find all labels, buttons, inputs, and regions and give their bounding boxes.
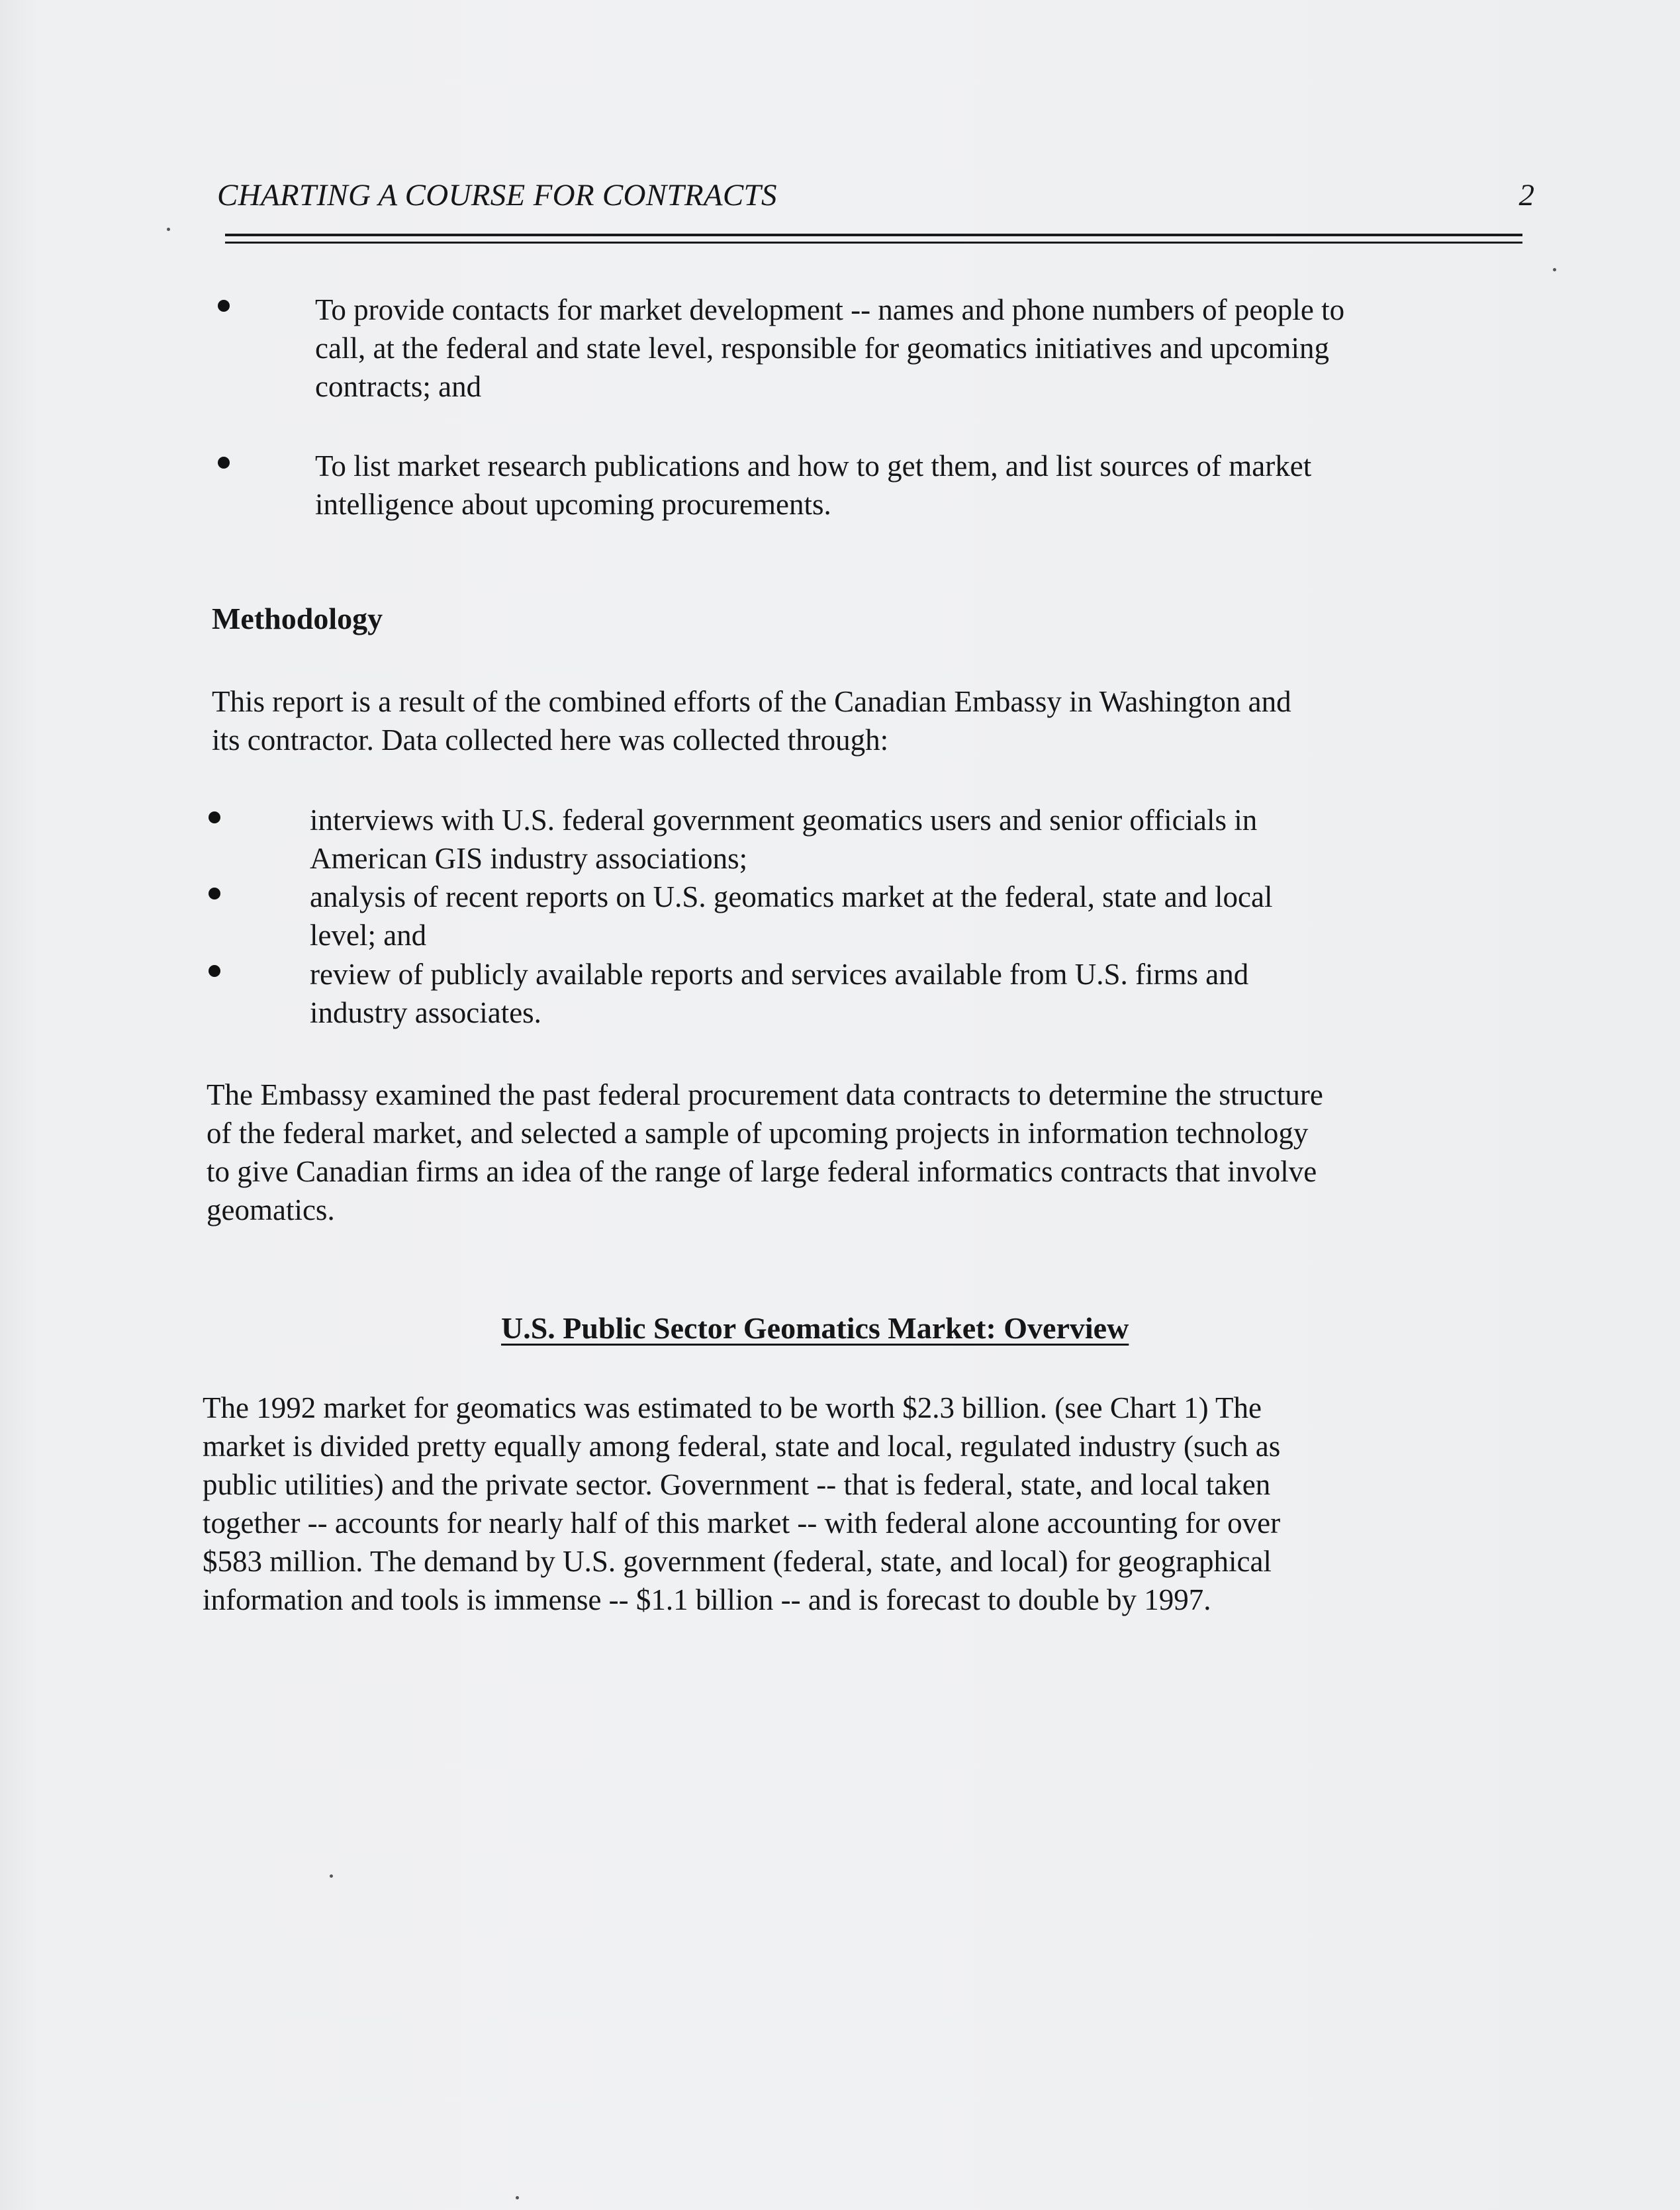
methodology-closing-line-4: geomatics. [207,1193,335,1226]
objective-item-1-line-3: contracts; and [315,370,482,403]
objective-item-2-line-1: To list market research publications and how to get them, and list sources of market [315,449,1312,483]
methodology-intro-line-2: its contractor. Data collected here was collected through: [212,723,889,757]
overview-line-2: market is divided pretty equally among federal, state and local, regulated industry (such as [203,1430,1281,1463]
bullet-icon [218,457,230,469]
methodology-intro-line-1: This report is a result of the combined efforts of the Canadian Embassy in Washington and [212,685,1291,718]
scan-speck [1553,268,1556,271]
overview-line-3: public utilities) and the private sector. Government -- that is federal, state, and local taken [203,1468,1271,1501]
running-head: CHARTING A COURSE FOR CONTRACTS [217,178,777,212]
objective-item-1 [315,291,1540,406]
methodology-bullet-3 [310,955,1534,1032]
methodology-intro [212,682,1536,759]
bullet-icon [209,888,220,899]
overview-heading: U.S. Public Sector Geomatics Market: Overview [501,1311,1129,1345]
scan-speck [167,228,170,231]
methodology-bullet-2-line-2: level; and [310,919,427,952]
objective-item-2-line-2: intelligence about upcoming procurements. [315,488,831,521]
page-header [217,177,1534,217]
bullet-icon [209,811,220,823]
methodology-bullet-3-line-1: review of publicly available reports and services available from U.S. firms and [310,958,1249,991]
methodology-closing-line-2: of the federal market, and selected a sample of upcoming projects in information technology [207,1117,1309,1150]
methodology-closing-line-1: The Embassy examined the past federal procurement data contracts to determine the structure [207,1078,1323,1111]
header-rule-top [225,234,1522,236]
page-number: 2 [1518,178,1534,212]
methodology-heading: Methodology [212,602,383,635]
objective-item-2 [315,447,1540,524]
methodology-bullet-2 [310,878,1534,954]
overview-paragraph [203,1389,1540,1619]
overview-line-5: $583 million. The demand by U.S. government (federal, state, and local) for geographical [203,1545,1272,1578]
objective-item-1-line-2: call, at the federal and state level, responsible for geomatics initiatives and upcoming [315,332,1329,365]
overview-line-1: The 1992 market for geomatics was estimated to be worth $2.3 billion. (see Chart 1) The [203,1391,1262,1424]
bullet-icon [218,300,230,312]
methodology-bullet-1-line-1: interviews with U.S. federal government geomatics users and senior officials in [310,804,1258,837]
methodology-closing-line-3: to give Canadian firms an idea of the range of large federal informatics contracts that involve [207,1155,1317,1188]
methodology-bullet-3-line-2: industry associates. [310,996,541,1029]
methodology-bullet-1 [310,801,1534,878]
scan-speck [330,1874,333,1878]
methodology-bullet-2-line-1: analysis of recent reports on U.S. geomatics market at the federal, state and local [310,880,1273,913]
methodology-closing [207,1076,1544,1229]
overview-line-6: information and tools is immense -- $1.1 billion -- and is forecast to double by 1997. [203,1583,1211,1616]
header-rule-bottom [225,242,1522,244]
overview-line-4: together -- accounts for nearly half of this market -- with federal alone accounting for over [203,1506,1281,1540]
scan-speck [516,2196,519,2199]
bullet-icon [209,965,220,977]
objective-item-1-line-1: To provide contacts for market development -- names and phone numbers of people to [315,293,1345,326]
methodology-bullet-1-line-2: American GIS industry associations; [310,842,748,875]
